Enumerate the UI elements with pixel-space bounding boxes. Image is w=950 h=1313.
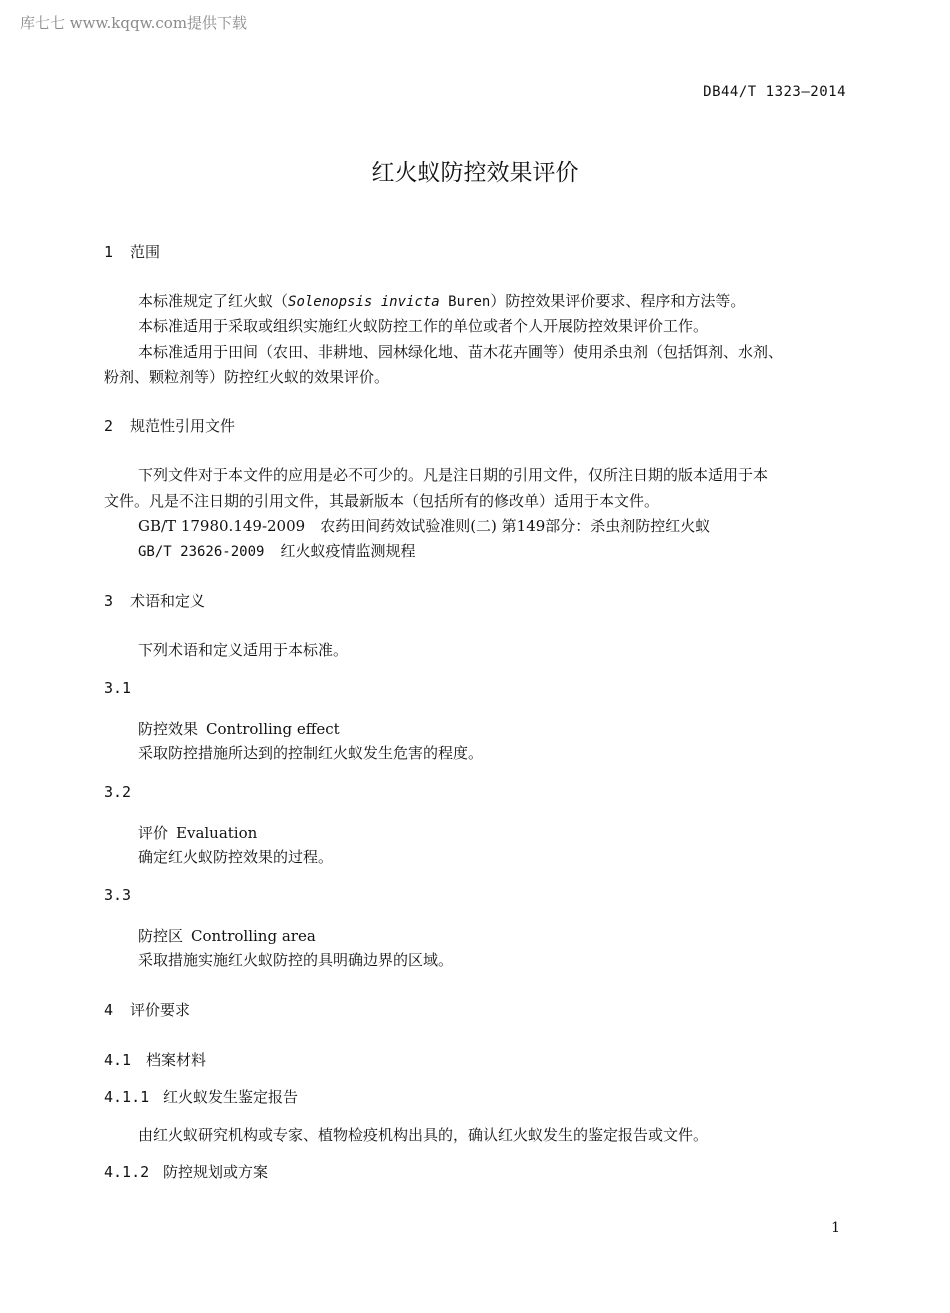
term-3-1 xyxy=(138,718,340,739)
section-3-heading xyxy=(104,590,205,611)
reference-code: GB/T 23626-2009 xyxy=(138,544,265,560)
term-3-2 xyxy=(138,822,257,843)
term-3-2-definition: 确定红火蚁防控效果的过程。 xyxy=(138,848,334,866)
paragraph-scope-3-line2: 粉剂、颗粒剂等）防控红火蚁的效果评价。 xyxy=(104,368,390,386)
section-2-heading xyxy=(104,415,235,436)
section-title: 防控规划或方案 xyxy=(163,1163,269,1181)
section-1-heading xyxy=(104,241,160,262)
term-number: 3.2 xyxy=(104,783,132,801)
document-number: DB44/T 1323—2014 xyxy=(703,84,846,100)
term-3-1-number xyxy=(104,679,131,697)
term-name: 防控区 xyxy=(138,927,184,945)
section-number: 4 xyxy=(104,1001,114,1019)
reference-title: 红火蚁疫情监测规程 xyxy=(280,542,416,560)
term-3-2-number xyxy=(104,783,131,801)
term-number: 3.3 xyxy=(104,886,132,904)
section-4-1-2-heading xyxy=(104,1161,268,1182)
section-4-1-heading xyxy=(104,1049,206,1070)
section-title: 规范性引用文件 xyxy=(130,417,236,435)
reference-item-2 xyxy=(138,540,415,561)
paragraph-scope-3-line1: 本标准适用于田间（农田、非耕地、园林绿化地、苗木花卉圃等）使用杀虫剂（包括饵剂、水剂、 xyxy=(138,343,784,361)
section-title: 术语和定义 xyxy=(130,592,206,610)
section-title: 范围 xyxy=(130,243,161,261)
term-name: 防控效果 xyxy=(138,720,199,738)
section-title: 档案材料 xyxy=(146,1051,207,1069)
section-number: 4.1.1 xyxy=(104,1088,150,1106)
paragraph-scope-1 xyxy=(138,290,745,311)
section-title: 评价要求 xyxy=(130,1001,191,1019)
paragraph-terms-intro: 下列术语和定义适用于本标准。 xyxy=(138,641,349,659)
page-number: 1 xyxy=(831,1220,840,1236)
section-number: 1 xyxy=(104,243,114,261)
term-3-3 xyxy=(138,925,316,946)
reference-item-1: GB/T 17980.149-2009 农药田间药效试验准则(二) 第149部分：杀虫剂防控红火蚁 xyxy=(138,517,711,535)
term-3-1-definition: 采取防控措施所达到的控制红火蚁发生危害的程度。 xyxy=(138,744,484,762)
term-english: Evaluation xyxy=(176,824,258,842)
term-english: Controlling area xyxy=(191,927,316,945)
watermark-text: 库七七 www.kqqw.com提供下载 xyxy=(20,14,248,32)
paragraph-references-1: 下列文件对于本文件的应用是必不可少的。凡是注日期的引用文件，仅所注日期的版本适用于本 xyxy=(138,466,769,484)
paragraph-scope-2: 本标准适用于采取或组织实施红火蚁防控工作的单位或者个人开展防控效果评价工作。 xyxy=(138,317,709,335)
scientific-name: Solenopsis invicta xyxy=(288,294,440,310)
section-number: 2 xyxy=(104,417,114,435)
term-number: 3.1 xyxy=(104,679,132,697)
text-run: 本标准规定了红火蚁（ xyxy=(138,292,289,310)
term-3-3-definition: 采取措施实施红火蚁防控的具明确边界的区域。 xyxy=(138,951,454,969)
section-number: 3 xyxy=(104,592,114,610)
paragraph-identification-report: 由红火蚁研究机构或专家、植物检疫机构出具的，确认红火蚁发生的鉴定报告或文件。 xyxy=(138,1126,709,1144)
author-name: Buren xyxy=(439,294,491,310)
text-run: ）防控效果评价要求、程序和方法等。 xyxy=(490,292,746,310)
section-4-1-1-heading xyxy=(104,1086,298,1107)
section-title: 红火蚁发生鉴定报告 xyxy=(163,1088,299,1106)
paragraph-references-2: 文件。凡是不注日期的引用文件，其最新版本（包括所有的修改单）适用于本文件。 xyxy=(104,492,660,510)
section-number: 4.1.2 xyxy=(104,1163,150,1181)
document-title: 红火蚁防控效果评价 xyxy=(371,160,579,186)
section-number: 4.1 xyxy=(104,1051,132,1069)
section-4-heading xyxy=(104,999,190,1020)
term-name: 评价 xyxy=(138,824,169,842)
term-english: Controlling effect xyxy=(206,720,340,738)
term-3-3-number xyxy=(104,886,131,904)
